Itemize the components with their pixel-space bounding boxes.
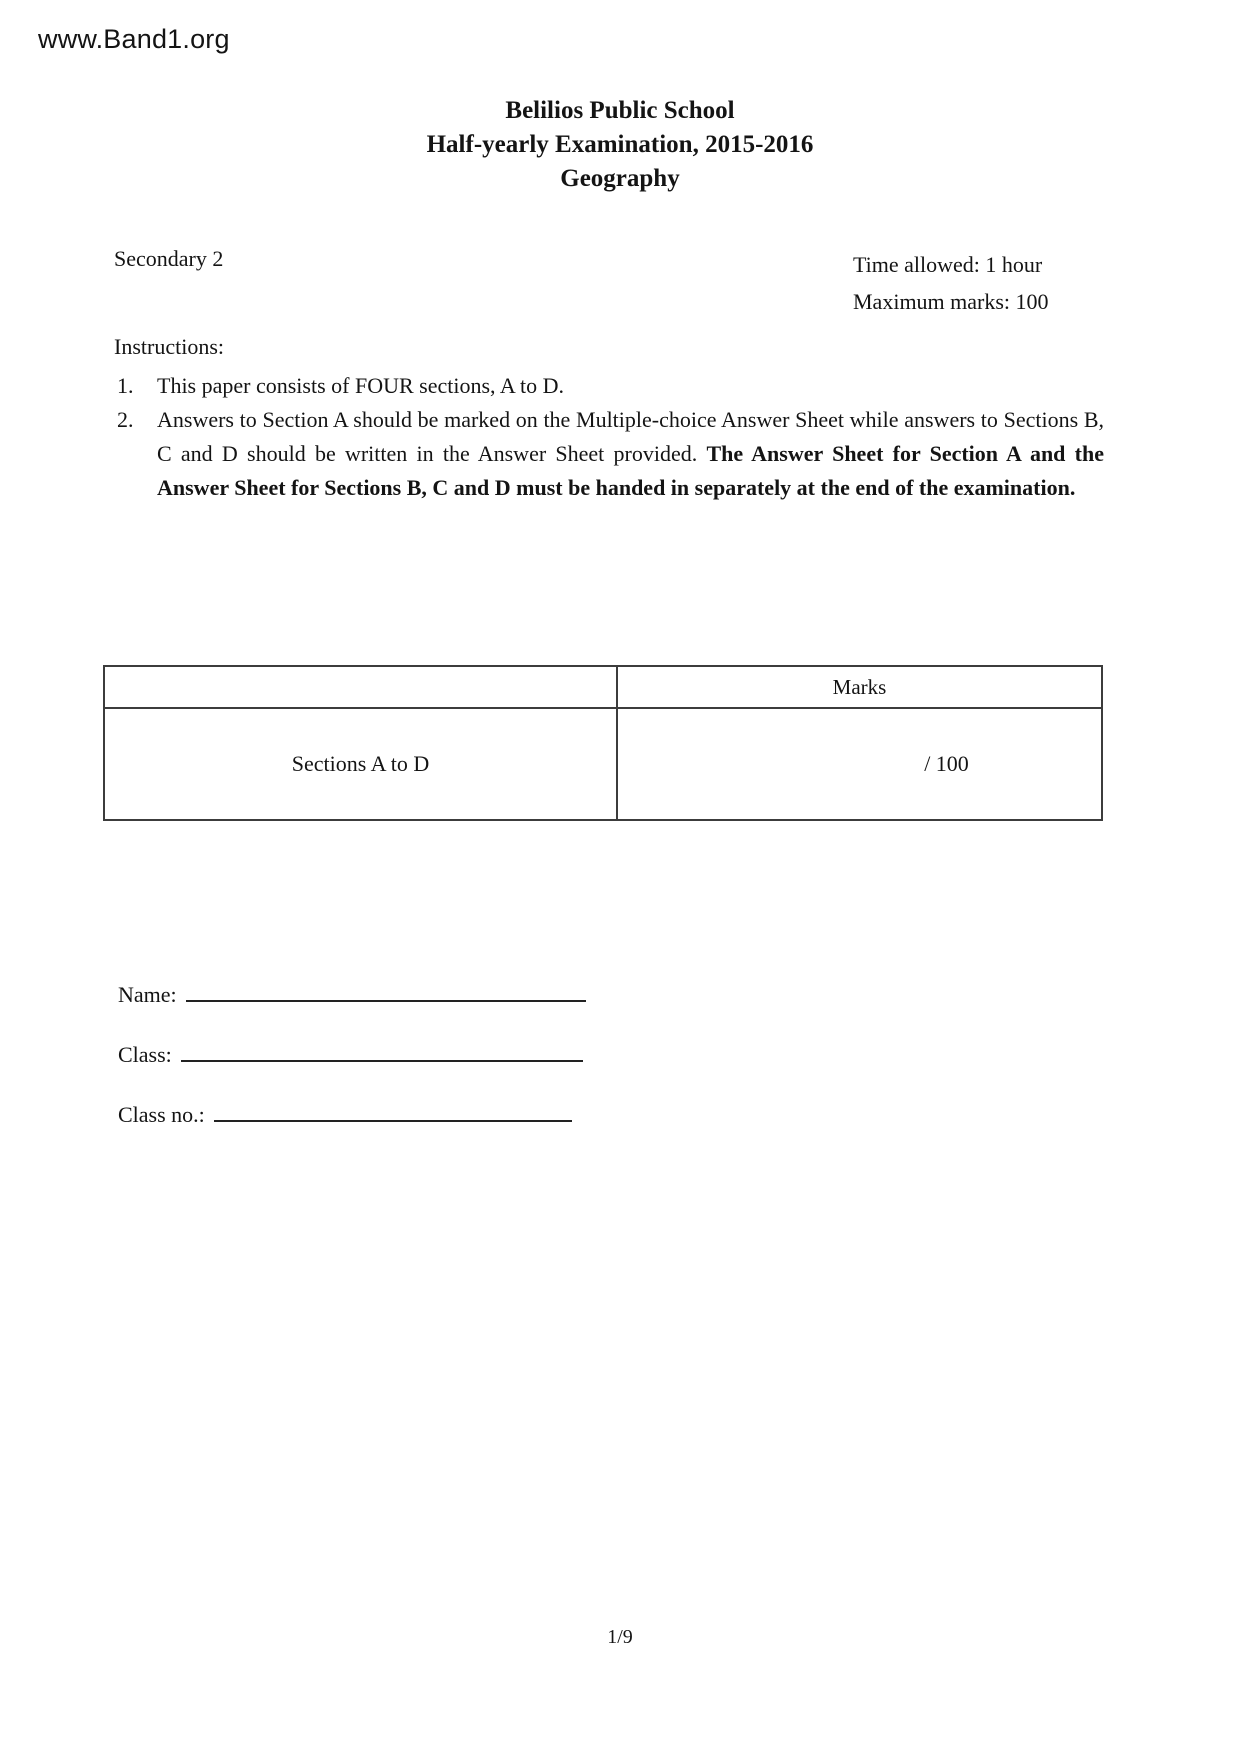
instructions-heading: Instructions:: [114, 334, 224, 359]
page-number: 1/9: [607, 1626, 633, 1648]
student-info-section: [118, 978, 586, 1158]
instructions-section: [114, 330, 1106, 505]
class-no-label: Class no.:: [118, 1102, 205, 1127]
instruction-item-2: [114, 403, 1106, 505]
marks-table-header-row: [104, 666, 1102, 708]
class-blank-line: [181, 1038, 583, 1062]
marks-table-score-cell: / 100: [617, 708, 1102, 820]
marks-table-header-marks-cell: Marks: [617, 666, 1102, 708]
exam-title-block: [0, 94, 1240, 196]
class-label: Class:: [118, 1042, 172, 1067]
marks-table: [103, 665, 1103, 821]
time-allowed: Time allowed: 1 hour: [853, 252, 1043, 277]
name-label: Name:: [118, 982, 177, 1007]
exam-name: Half-yearly Examination, 2015-2016: [426, 131, 814, 158]
marks-table-sections-cell: Sections A to D: [104, 708, 617, 820]
instruction-1-text: This paper consists of FOUR sections, A to D.: [157, 373, 564, 398]
instruction-2-text-normal: Answers to Section A should be marked on the Multiple-choice Answer Sheet while answers to Sections B, C and D should be written in the Answer Sheet provided.: [157, 407, 1104, 466]
marks-table-data-row: [104, 708, 1102, 820]
instruction-2-text: [157, 403, 1104, 505]
class-no-blank-line: [214, 1098, 572, 1122]
class-no-field-row: [118, 1098, 586, 1128]
marks-table-header-empty-cell: [104, 666, 617, 708]
watermark-url: www.Band1.org: [38, 24, 230, 54]
name-field-row: [118, 978, 586, 1008]
class-level: Secondary 2: [114, 246, 224, 271]
instruction-2-text-bold: The Answer Sheet for Section A and the Answer Sheet for Sections B, C and D must be handed in separately at the end of the examination.: [157, 441, 1104, 500]
instruction-item-1: [114, 369, 1106, 403]
instruction-2-number: 2.: [117, 407, 134, 432]
exam-meta-block: [853, 246, 1049, 320]
school-name: Belilios Public School: [505, 97, 735, 124]
class-field-row: [118, 1038, 586, 1068]
subject-name: Geography: [560, 165, 680, 192]
maximum-marks: Maximum marks: 100: [853, 289, 1049, 314]
name-blank-line: [186, 978, 586, 1002]
instruction-1-number: 1.: [117, 373, 134, 398]
